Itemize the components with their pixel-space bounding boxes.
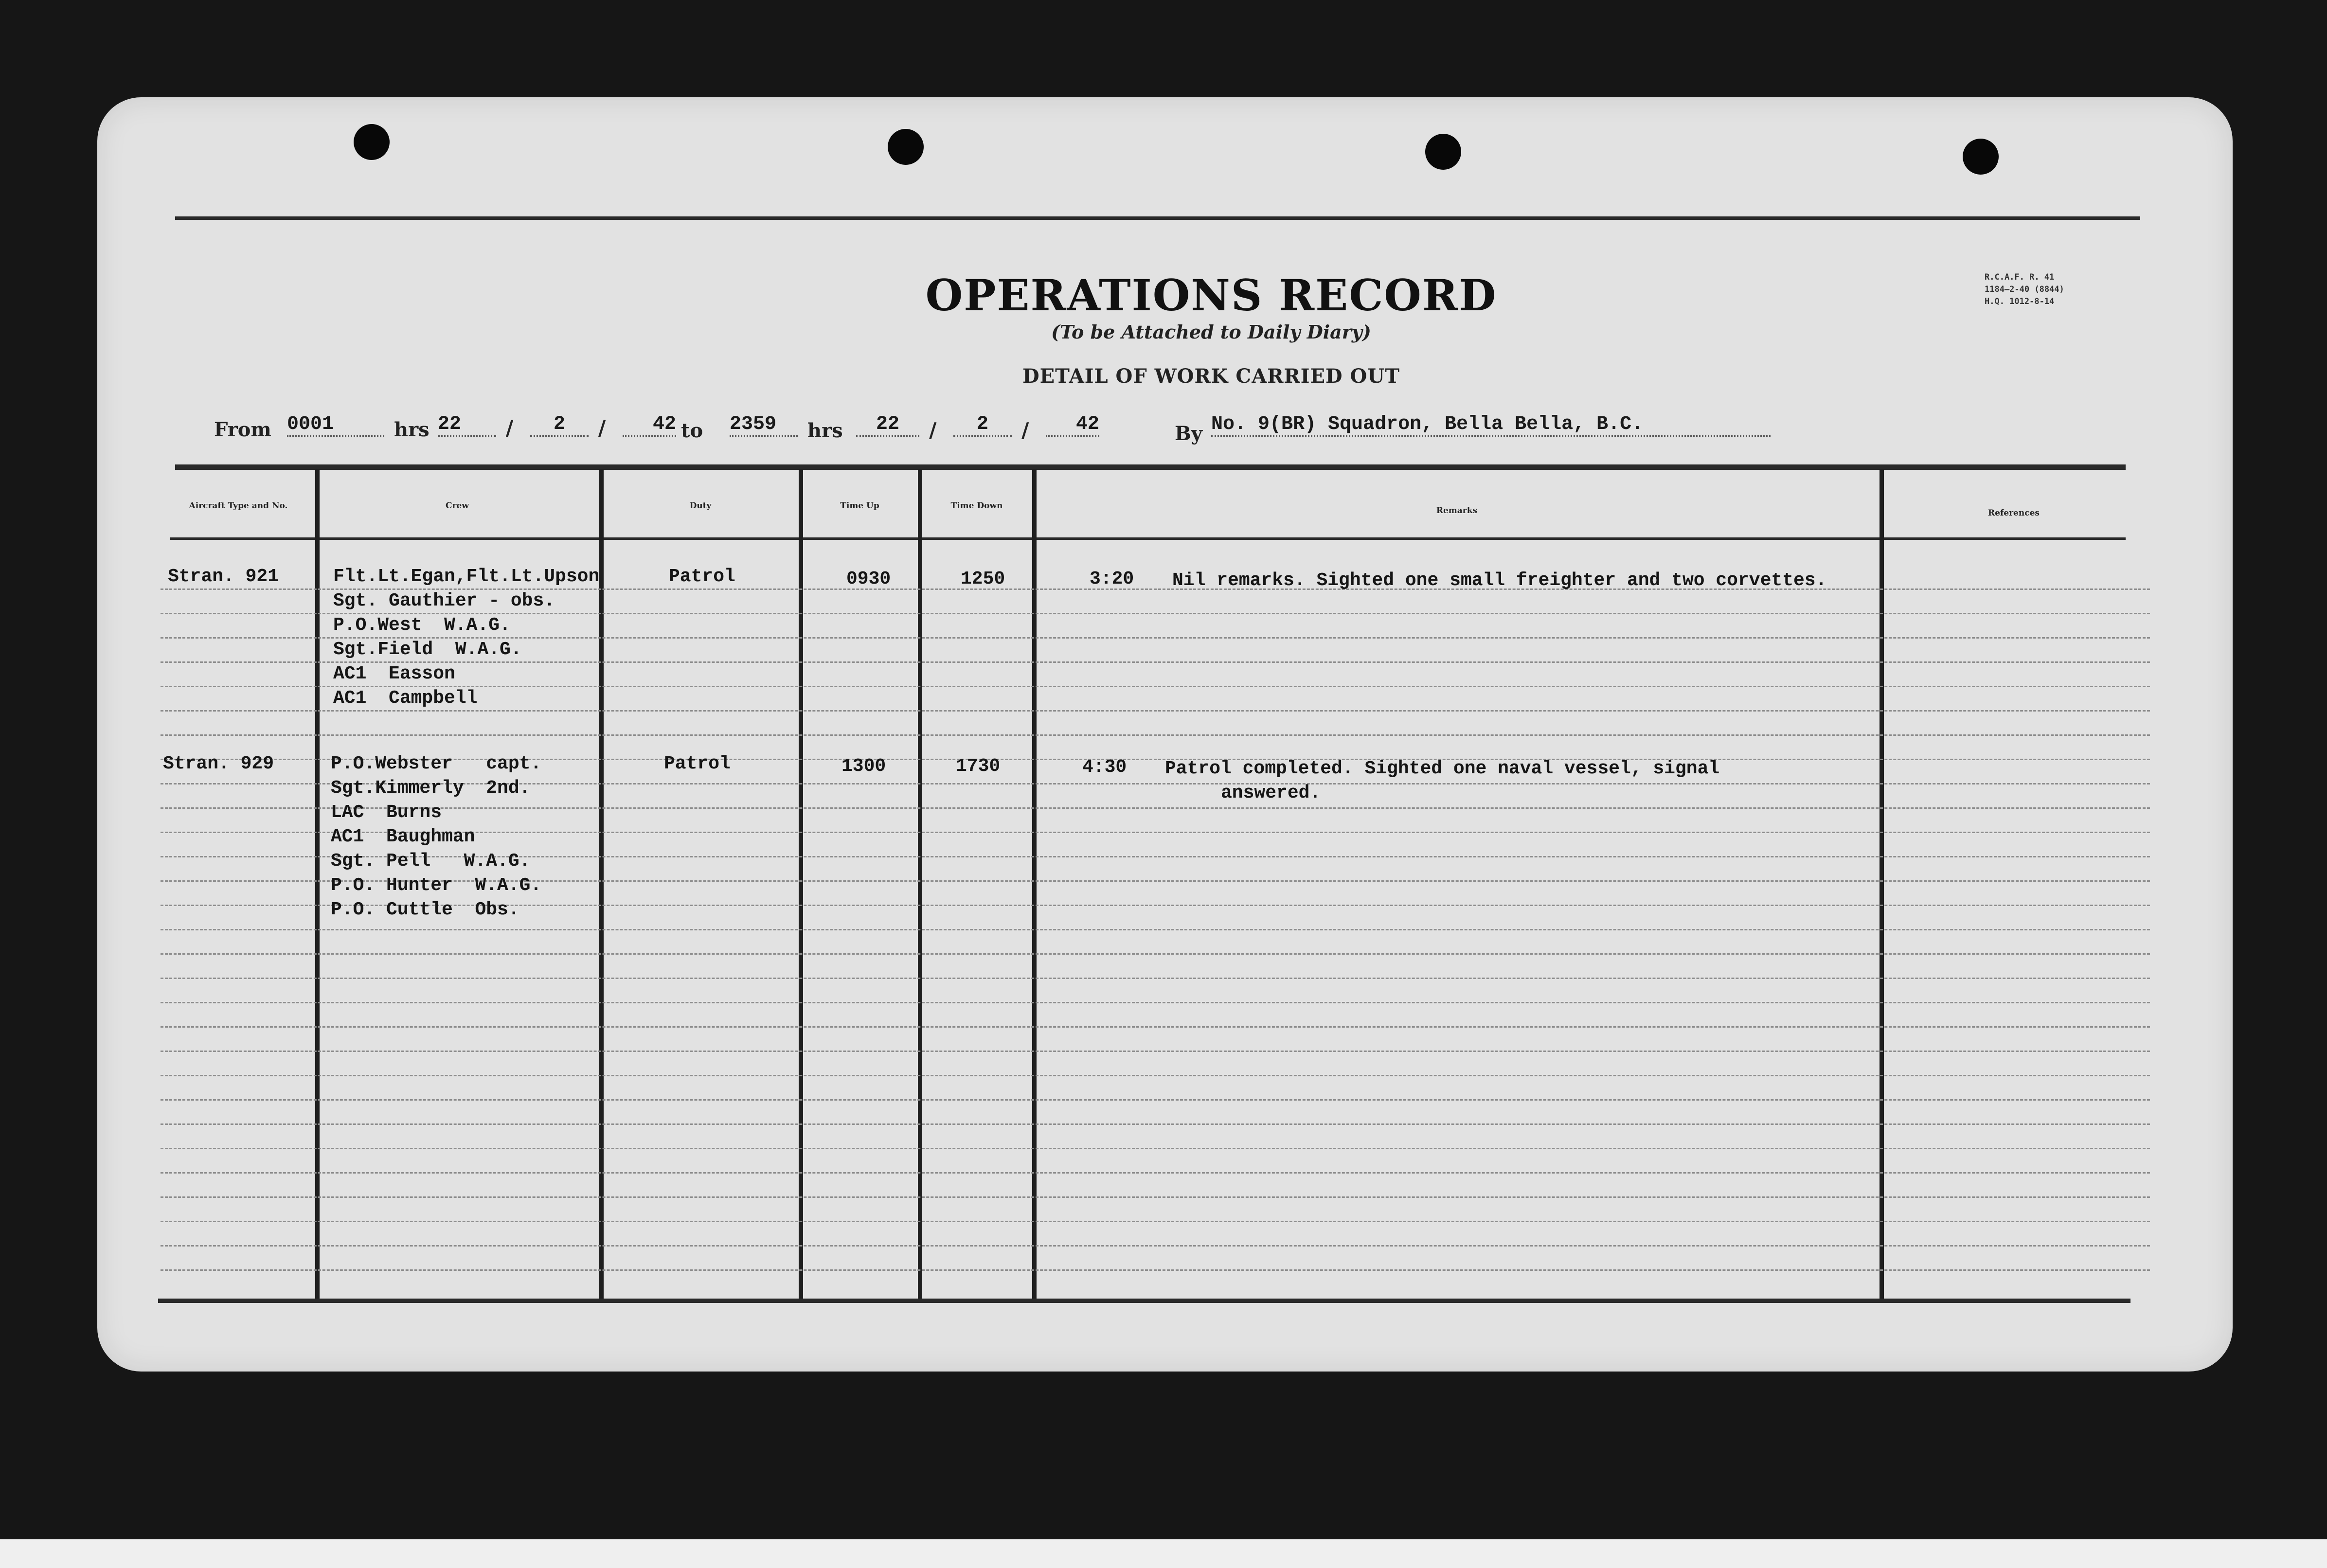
- to-label: to: [681, 419, 703, 442]
- table-bottom-rule: [158, 1299, 2130, 1303]
- hrs-label: hrs: [394, 418, 430, 441]
- column-divider: [315, 469, 320, 1299]
- col-header-references: References: [1988, 508, 2040, 518]
- from-time: 0001: [287, 413, 384, 437]
- duration-cell: 4:30: [1082, 757, 1127, 778]
- table-header-rule: [170, 537, 2126, 540]
- form-code-line: 1184—2-40 (8844): [1985, 285, 2064, 294]
- crew-line: Sgt.Kimmerly 2nd.: [331, 778, 531, 799]
- binder-hole: [888, 129, 924, 165]
- crew-line: Sgt.Field W.A.G.: [333, 639, 522, 660]
- ruled-line: [161, 1099, 2150, 1101]
- date-separator: /: [1021, 418, 1029, 442]
- ruled-line: [161, 1269, 2150, 1271]
- scan-bottom-edge: [0, 1539, 2327, 1568]
- date-separator: /: [598, 416, 606, 440]
- column-divider: [918, 469, 922, 1299]
- col-header-remarks: Remarks: [1436, 506, 1478, 516]
- from-year: 42: [623, 413, 676, 437]
- column-divider: [599, 469, 604, 1299]
- time-up-cell: 0930: [846, 569, 891, 589]
- to-day: 22: [856, 413, 919, 437]
- from-day: 22: [438, 413, 496, 437]
- from-label: From: [214, 418, 271, 441]
- remarks-line: answered.: [1221, 783, 1321, 803]
- col-header-duty: Duty: [689, 501, 712, 511]
- col-header-time-down: Time Down: [950, 501, 1003, 511]
- ruled-line: [161, 1075, 2150, 1076]
- detail-heading: DETAIL OF WORK CARRIED OUT: [1022, 365, 1400, 388]
- column-divider: [1032, 469, 1037, 1299]
- date-separator: /: [929, 418, 937, 442]
- aircraft-cell: Stran. 921: [168, 566, 279, 587]
- col-header-time-up: Time Up: [840, 501, 879, 511]
- crew-line: AC1 Baughman: [331, 826, 475, 847]
- remarks-line: Nil remarks. Sighted one small freighter and two corvettes.: [1172, 570, 1827, 591]
- duty-cell: Patrol: [664, 753, 731, 774]
- binder-hole: [354, 124, 390, 160]
- form-code-line: H.Q. 1012-8-14: [1985, 297, 2055, 306]
- crew-line: P.O.West W.A.G.: [333, 615, 511, 636]
- ruled-line: [161, 734, 2150, 736]
- date-separator: /: [506, 416, 514, 440]
- col-header-crew: Crew: [446, 501, 469, 511]
- record-card: [97, 97, 2233, 1372]
- ruled-line: [161, 1002, 2150, 1003]
- by-label: By: [1175, 422, 1203, 445]
- duration-cell: 3:20: [1090, 569, 1134, 589]
- page-title: OPERATIONS RECORD: [925, 270, 1497, 321]
- ruled-line: [161, 953, 2150, 955]
- ruled-line: [161, 978, 2150, 979]
- ruled-line: [161, 1196, 2150, 1198]
- ruled-line: [161, 929, 2150, 930]
- column-divider: [799, 469, 803, 1299]
- crew-line: P.O. Cuttle Obs.: [331, 899, 519, 920]
- from-month: 2: [530, 413, 589, 437]
- ruled-line: [161, 1245, 2150, 1247]
- ruled-line: [161, 1148, 2150, 1149]
- column-divider: [1880, 469, 1884, 1299]
- aircraft-cell: Stran. 929: [163, 753, 274, 774]
- page-subtitle: (To be Attached to Daily Diary): [1051, 321, 1371, 343]
- remarks-line: Patrol completed. Sighted one naval vessel, signal: [1165, 758, 1720, 779]
- crew-line: P.O.Webster capt.: [331, 753, 542, 774]
- time-down-cell: 1250: [961, 569, 1005, 589]
- crew-line: LAC Burns: [331, 802, 442, 823]
- ruled-line: [161, 1051, 2150, 1052]
- binder-hole: [1963, 139, 1999, 175]
- time-down-cell: 1730: [956, 756, 1001, 777]
- crew-line: Sgt. Pell W.A.G.: [331, 851, 531, 872]
- to-month: 2: [953, 413, 1012, 437]
- hrs-label: hrs: [807, 419, 843, 442]
- form-code-line: R.C.A.F. R. 41: [1985, 272, 2055, 282]
- table-top-rule: [175, 464, 2126, 470]
- duty-cell: Patrol: [669, 566, 735, 587]
- by-unit: No. 9(BR) Squadron, Bella Bella, B.C.: [1211, 413, 1771, 437]
- crew-line: Flt.Lt.Egan,Flt.Lt.Upson: [333, 566, 600, 587]
- crew-line: Sgt. Gauthier - obs.: [333, 590, 555, 611]
- crew-line: P.O. Hunter W.A.G.: [331, 875, 542, 896]
- ruled-line: [161, 1123, 2150, 1125]
- col-header-aircraft: Aircraft Type and No.: [189, 501, 288, 511]
- ruled-line: [161, 1026, 2150, 1028]
- crew-line: AC1 Easson: [333, 663, 455, 684]
- ruled-line: [161, 807, 2150, 809]
- crew-line: AC1 Campbell: [333, 688, 478, 709]
- to-time: 2359: [730, 413, 798, 437]
- ruled-line: [161, 1221, 2150, 1222]
- time-up-cell: 1300: [841, 756, 886, 777]
- top-rule: [175, 216, 2140, 220]
- to-year: 42: [1046, 413, 1099, 437]
- binder-hole: [1425, 134, 1461, 170]
- ruled-line: [161, 1172, 2150, 1174]
